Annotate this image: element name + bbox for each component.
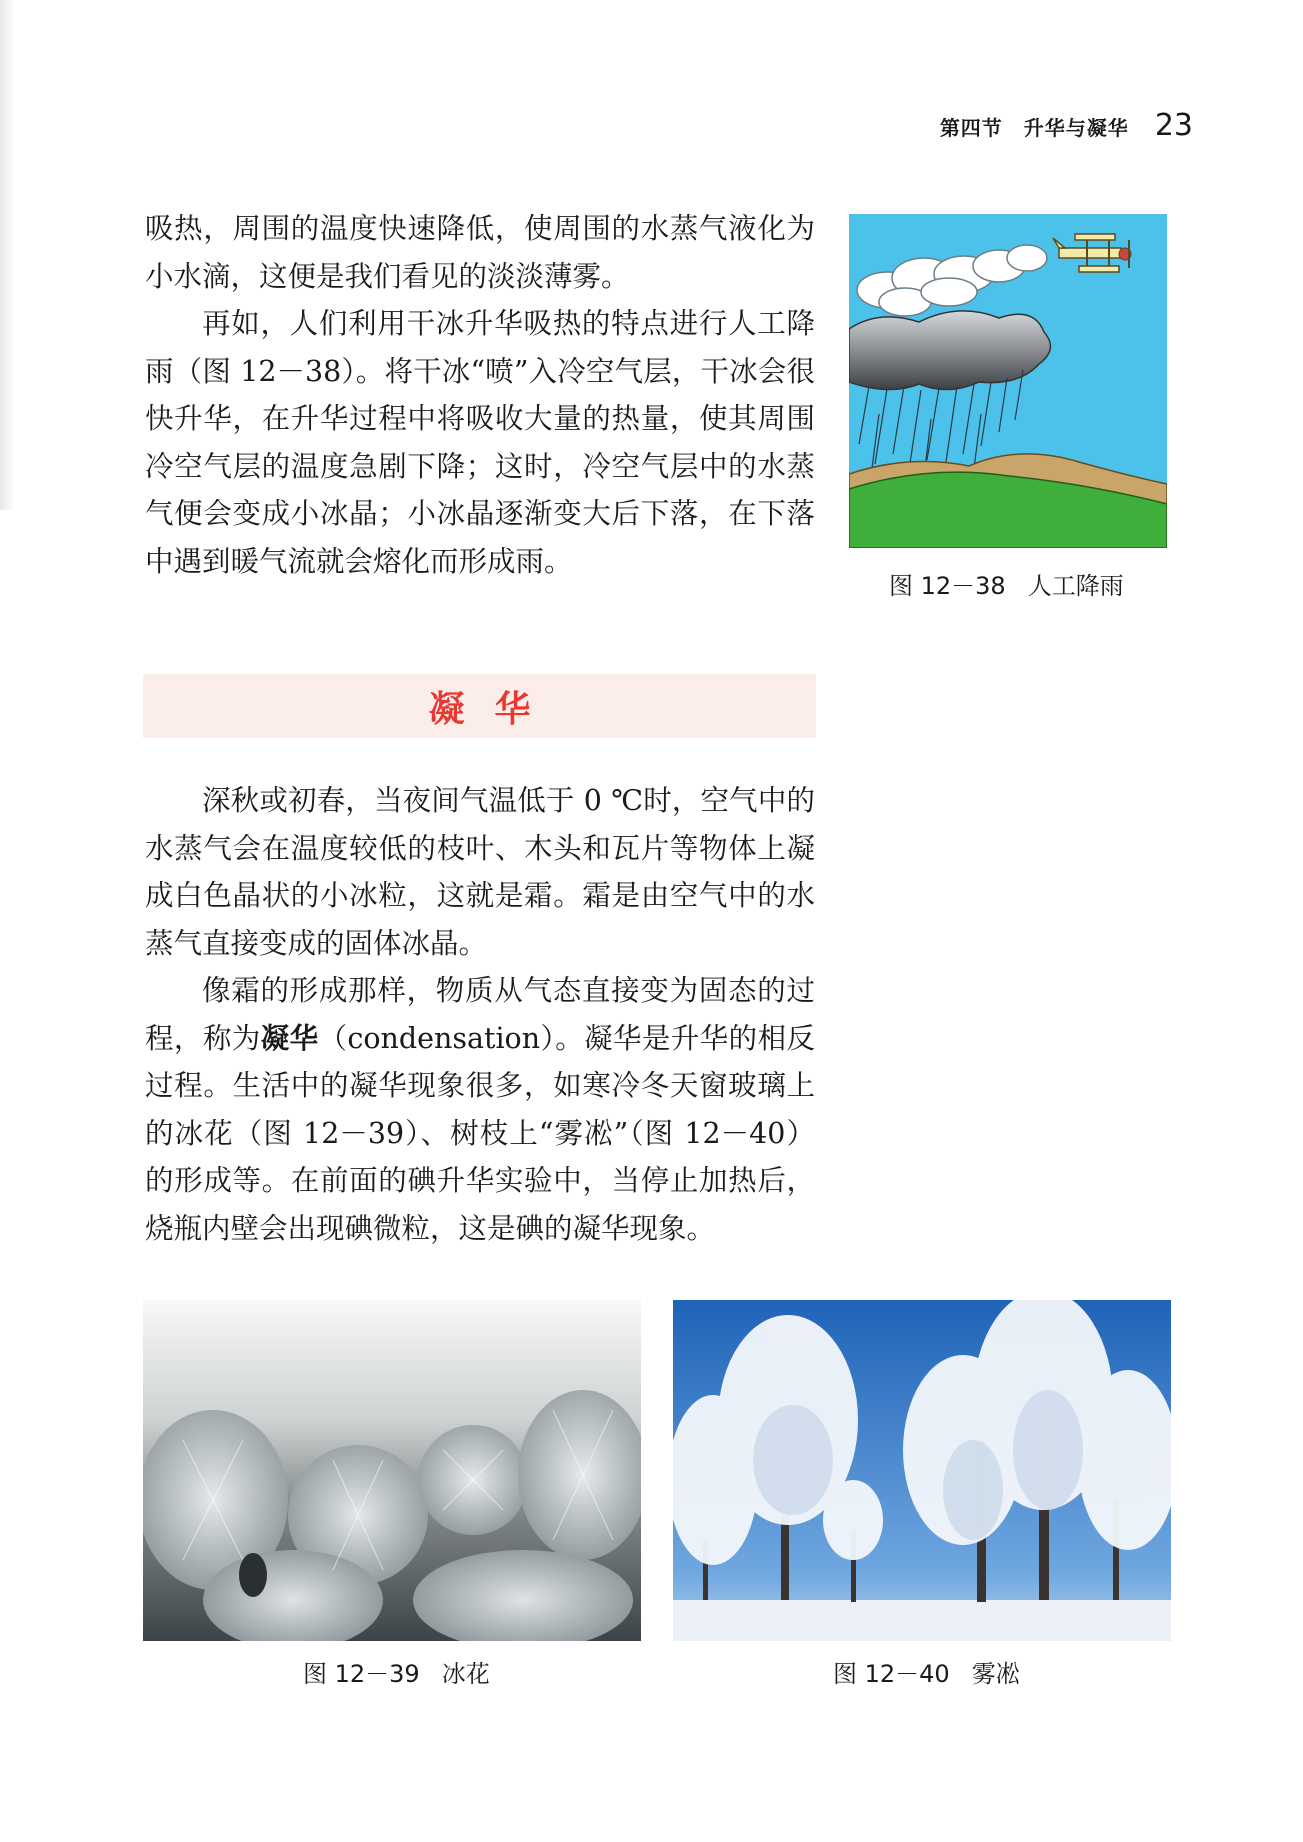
paragraph-artificial-rain: 再如，人们利用干冰升华吸热的特点进行人工降雨（图 12－38）。将干冰“喷”入冷空气层，干冰会很快升华，在升华过程中将吸收大量的热量，使其周围冷空气层的温度急剧下降；这时，冷空气层中的水蒸气便会变成小冰晶；小冰晶逐渐变大后下落，在下落中遇到暖气流就会熔化而形成雨。 [145, 307, 815, 578]
artificial-rain-illustration [849, 214, 1167, 548]
section-heading: 凝华 [428, 688, 561, 730]
figure-12-38-caption [889, 566, 1124, 601]
page-number: 23 [1154, 108, 1193, 143]
paragraph-frost: 深秋或初春，当夜间气温低于 0 ℃时，空气中的水蒸气会在温度较低的枝叶、木头和瓦片等物体上凝成白色晶状的小冰粒，这就是霜。霜是由空气中的水蒸气直接变成的固体冰晶。 [145, 784, 815, 960]
figure-number: 图 12－40 [833, 1660, 950, 1688]
paragraph-text-after: （condensation）。凝华是升华的相反过程。生活中的凝华现象很多，如寒冷冬天窗玻璃上的冰花（图 12－39）、树枝上“雾凇”（图 12－40）的形成等。在前面的碘升华实验中，当停止加热后，烧瓶内壁会出现碘微粒，这是碘的凝华现象。 [145, 1021, 815, 1245]
term-desublimation: 凝华 [260, 1021, 319, 1055]
figure-12-40-caption [833, 1654, 1020, 1689]
running-head [940, 108, 1193, 143]
figure-title: 雾凇 [971, 1660, 1020, 1688]
figure-title: 人工降雨 [1027, 572, 1124, 600]
paragraph-text-before: 像霜的形成那样，物质从气态直接变为固态的过程，称为 [145, 974, 815, 1055]
paragraph-fog: 吸热，周围的温度快速降低，使周围的水蒸气液化为小水滴，这便是我们看见的淡淡薄雾。 [145, 212, 815, 293]
figure-12-39-caption [303, 1654, 490, 1689]
window-frost-photo [143, 1300, 641, 1641]
section-heading-bar [143, 674, 816, 738]
text-block-bottom [145, 777, 815, 1252]
section-title: 第四节 升华与凝华 [939, 116, 1129, 140]
page-spine-shadow [0, 0, 14, 510]
text-block-top [145, 205, 815, 585]
figure-title: 冰花 [441, 1660, 490, 1688]
paragraph-desublimation [145, 967, 815, 1252]
rime-trees-photo [673, 1300, 1171, 1641]
figure-number: 图 12－38 [889, 572, 1006, 600]
figure-number: 图 12－39 [303, 1660, 420, 1688]
